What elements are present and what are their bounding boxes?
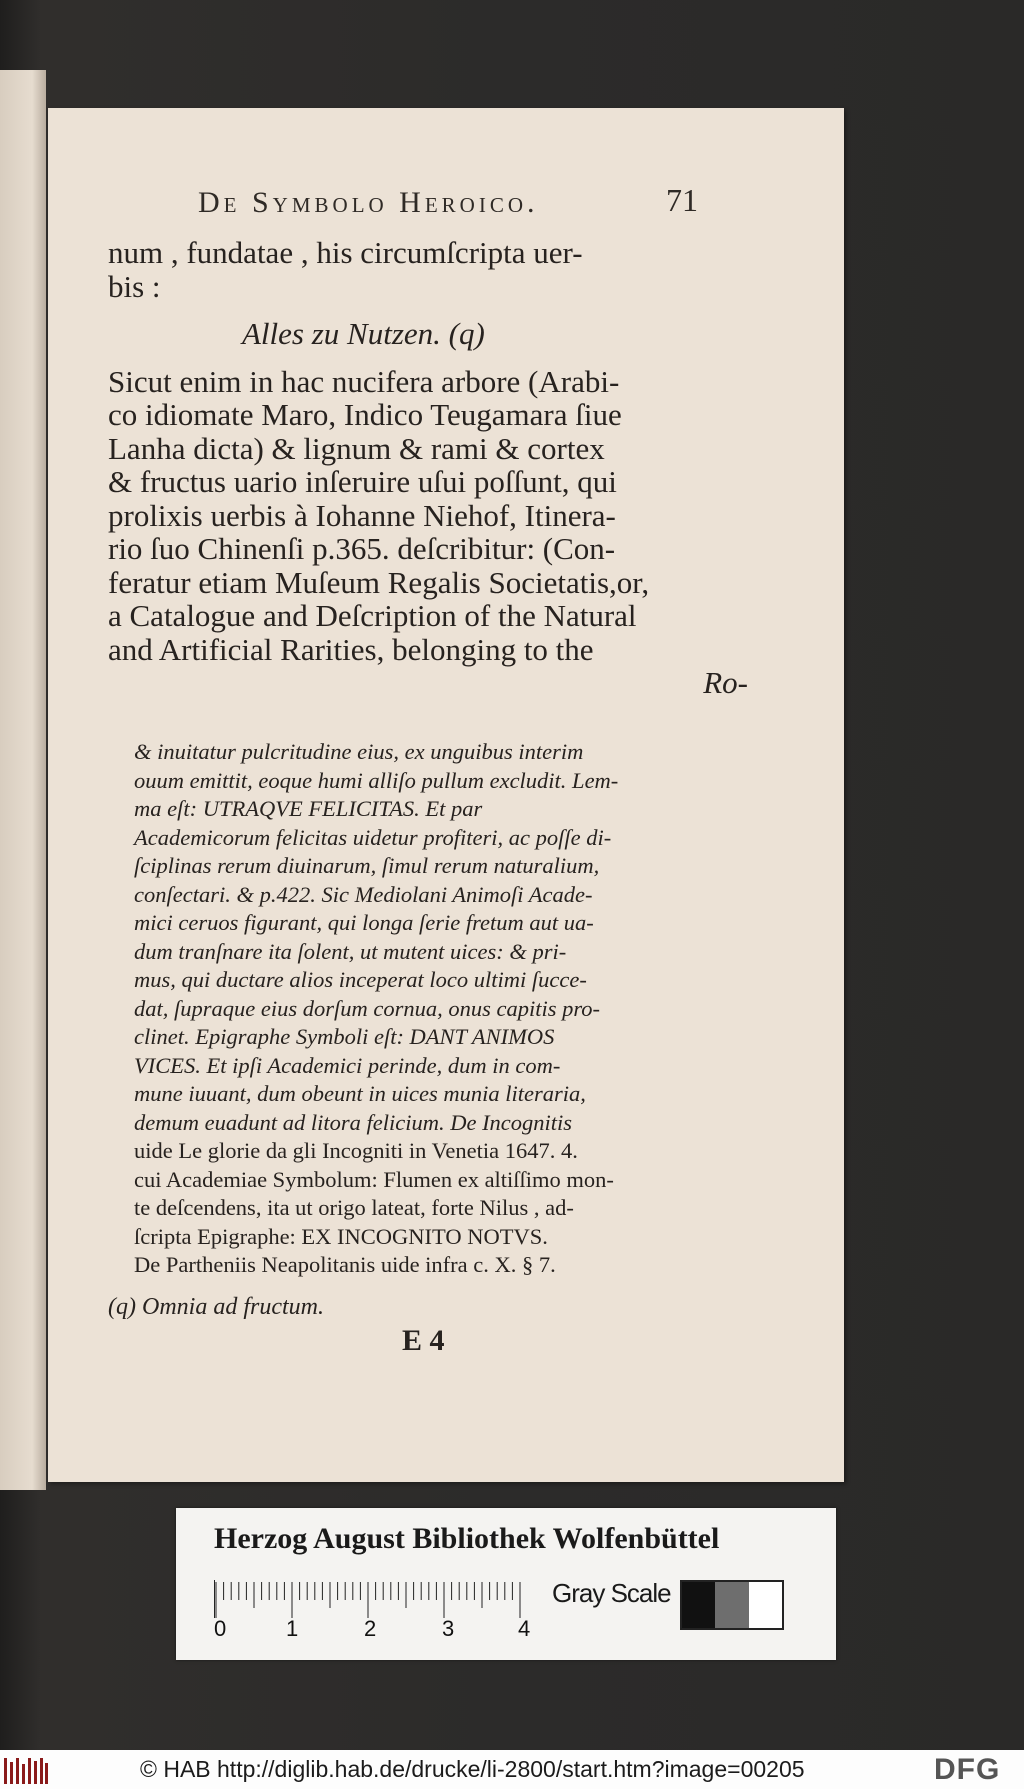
- footnote-q: (q) Omnia ad fructum.: [108, 1294, 324, 1320]
- footnote-line: dat, ſupraque eius dorſum cornua, onus capitis pro-: [134, 995, 601, 1021]
- text-line: num , fundatae , his circumſcripta uer-: [108, 235, 583, 270]
- ruler-number: 4: [518, 1616, 531, 1638]
- page-number: 71: [666, 182, 698, 218]
- text-line: prolixis uerbis à Iohanne Niehof, Itinera-: [108, 497, 616, 533]
- gray-scale-label: Gray Scale: [552, 1578, 671, 1608]
- gray-scale-patches: [680, 1580, 784, 1630]
- color-target-card: [176, 1508, 836, 1660]
- text-line: bis :: [108, 268, 161, 304]
- ruler-number: 0: [214, 1616, 227, 1638]
- footnote-line: dum tranſnare ita ſolent, ut mutent uices: & pri-: [134, 938, 567, 964]
- text-line: a Catalogue and Deſcription of the Natural: [108, 598, 637, 633]
- catchword: Ro-: [703, 665, 748, 700]
- text-line: feratur etiam Muſeum Regalis Societatis,or,: [108, 564, 650, 600]
- ruler-number: 2: [364, 1616, 377, 1638]
- signature-mark: E 4: [402, 1324, 445, 1357]
- book-page: [48, 108, 844, 1482]
- footnote-line: ſciplinas rerum diuinarum, ſimul rerum naturalium,: [134, 853, 600, 878]
- footnote-line: uide Le glorie da gli Incogniti in Venetia 1647. 4.: [134, 1138, 578, 1163]
- footnote-line: Academicorum felicitas uidetur profiteri, ac poſſe di-: [134, 824, 612, 850]
- text-line: rio ſuo Chinenſi p.365. deſcribitur: (Con-: [108, 531, 616, 566]
- gray-patch: [749, 1582, 782, 1628]
- footnote-line: De Partheniis Neapolitanis uide infra c. X. § 7.: [134, 1252, 556, 1277]
- footnote-line: ouum emittit, eoque humi alliſo pullum excludit. Lem-: [134, 767, 619, 793]
- permalink[interactable]: © HAB http://diglib.hab.de/drucke/li-2800/start.htm?image=00205: [140, 1756, 805, 1782]
- ruler-number: 1: [286, 1616, 299, 1638]
- running-head: De Symbolo Heroico.: [198, 186, 539, 219]
- gray-patch: [682, 1582, 715, 1628]
- footnote-line: mici ceruos figurant, qui longa ſerie fretum aut ua-: [134, 910, 594, 935]
- footnote-block: [134, 738, 738, 1280]
- hab-logo-icon: [4, 1758, 48, 1784]
- footnote-line: conſectari. & p.422. Sic Mediolani Animoſi Acade-: [134, 881, 593, 907]
- footnote-line: clinet. Epigraphe Symboli eſt: DANT ANIMOS: [134, 1024, 555, 1049]
- footnote-line: & inuitatur pulcritudine eius, ex unguibus interim: [134, 739, 584, 764]
- footnote-line: mus, qui ductare alios inceperat loco ultimi ſucce-: [134, 967, 587, 992]
- footnote-line: VICES. Et ipſi Academici perinde, dum in com-: [134, 1052, 561, 1078]
- text-line: & fructus uario inſeruire uſui poſſunt, qui: [108, 464, 617, 499]
- footnote-line: mune iuuant, dum obeunt in uices munia literaria,: [134, 1081, 586, 1106]
- footnote-line: ſcripta Epigraphe: EX INCOGNITO NOTVS.: [134, 1223, 548, 1249]
- text-line: co idiomate Maro, Indico Teugamara ſiue: [108, 397, 622, 432]
- ruler: [214, 1578, 534, 1638]
- text-line: Lanha dicta) & lignum & rami & cortex: [108, 430, 605, 466]
- footnote-line: demum euadunt ad litora felicium. De Incognitis: [134, 1109, 573, 1135]
- main-text: [108, 236, 748, 700]
- footnote-line: ma eſt: UTRAQVE FELICITAS. Et par: [134, 796, 483, 821]
- gray-patch: [715, 1582, 748, 1628]
- facing-page-edge: [0, 70, 46, 1490]
- motto: Alles zu Nutzen. (q): [242, 316, 485, 351]
- dfg-logo: DFG: [934, 1753, 1001, 1786]
- footnote-line: te deſcendens, ita ut origo lateat, forte Nilus , ad-: [134, 1195, 574, 1220]
- ruler-number: 3: [442, 1616, 455, 1638]
- text-line: Sicut enim in hac nucifera arbore (Arabi-: [108, 363, 620, 399]
- footnote-line: cui Academiae Symbolum: Flumen ex altiſſimo mon-: [134, 1166, 614, 1192]
- library-name: Herzog August Bibliothek Wolfenbüttel: [214, 1522, 720, 1555]
- footer-bar: [0, 1750, 1024, 1789]
- text-line: and Artificial Rarities, belonging to the: [108, 631, 594, 667]
